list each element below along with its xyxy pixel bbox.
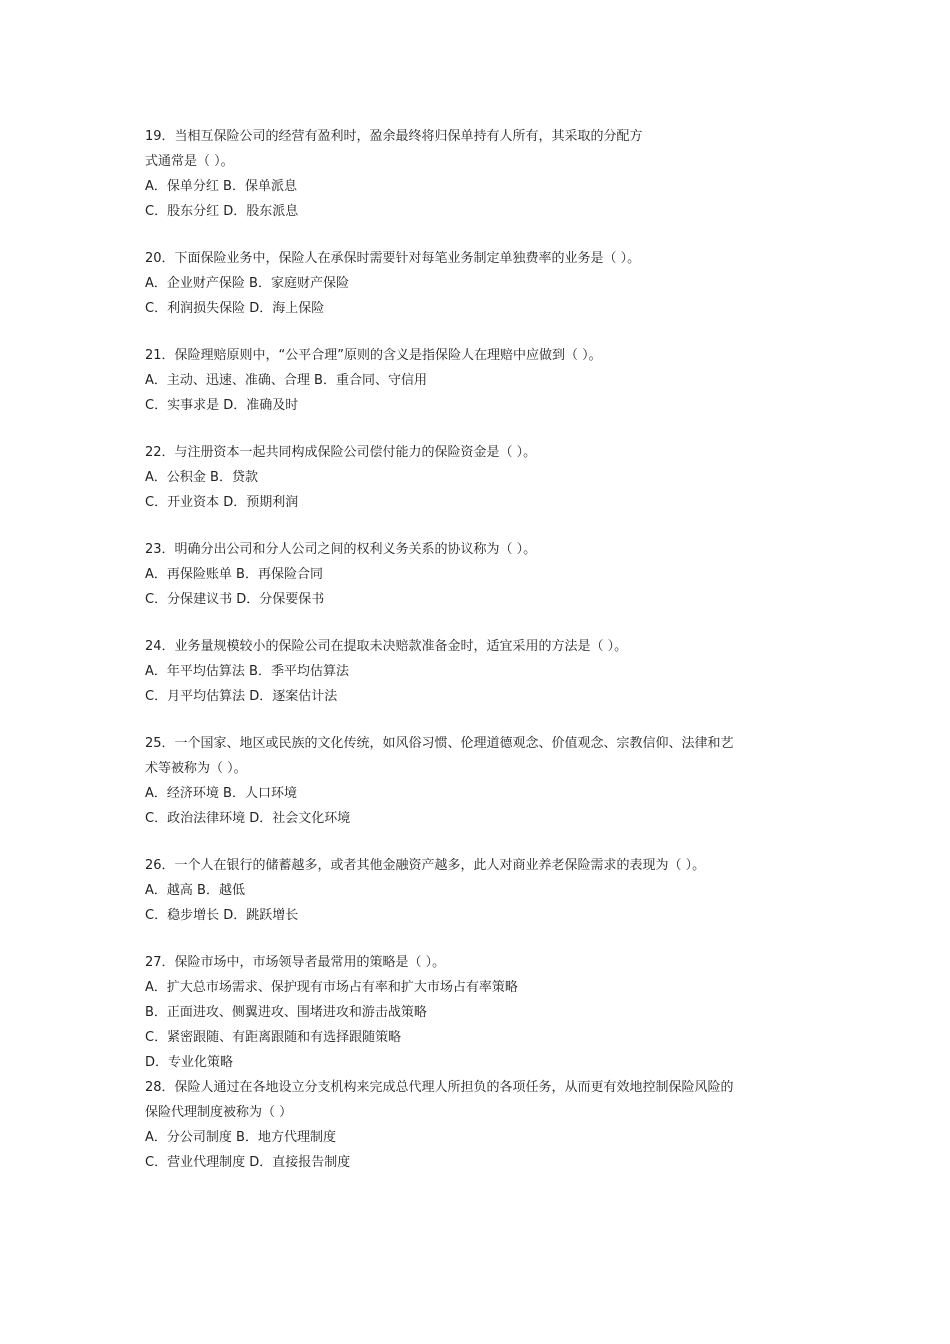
question-options: A．主动、迅速、准确、合理 B．重合同、守信用 <box>145 373 427 388</box>
question-options: A．经济环境 B．人口环境 <box>145 786 297 801</box>
question-stem-continued: 术等被称为（ ）。 <box>145 761 247 776</box>
question-stem-continued: 保险代理制度被称为（ ） <box>145 1105 293 1120</box>
question-options: C．分保建议书 D．分保要保书 <box>145 592 325 607</box>
question-options: A．年平均估算法 B．季平均估算法 <box>145 664 349 679</box>
question-options: C．股东分红 D．股东派息 <box>145 204 299 219</box>
question-stem: 26．一个人在银行的储蓄越多，或者其他金融资产越多，此人对商业养老保险需求的表现为（ ）。 <box>145 858 706 873</box>
question-stem: 23．明确分出公司和分人公司之间的权利义务关系的协议称为（ ）。 <box>145 542 537 557</box>
question-stem: 22．与注册资本一起共同构成保险公司偿付能力的保险资金是（ ）。 <box>145 445 537 460</box>
question-options: C．营业代理制度 D．直接报告制度 <box>145 1155 351 1170</box>
question-options: A．越高 B．越低 <box>145 883 245 898</box>
question-options: C．实事求是 D．准确及时 <box>145 398 299 413</box>
question-27 <box>145 950 815 1075</box>
question-options: A．扩大总市场需求、保护现有市场占有率和扩大市场占有率策略 <box>145 980 518 995</box>
question-19 <box>145 124 815 224</box>
question-options: D．专业化策略 <box>145 1055 234 1070</box>
question-stem: 19．当相互保险公司的经营有盈利时，盈余最终将归保单持有人所有，其采取的分配方 <box>145 129 643 144</box>
question-stem: 24．业务量规模较小的保险公司在提取未决赔款准备金时，适宜采用的方法是（ ）。 <box>145 639 628 654</box>
question-options: C．开业资本 D．预期利润 <box>145 495 299 510</box>
question-options: C．月平均估算法 D．逐案估计法 <box>145 689 338 704</box>
question-stem: 25．一个国家、地区或民族的文化传统，如风俗习惯、伦理道德观念、价值观念、宗教信仰、法律和艺 <box>145 736 734 751</box>
question-stem: 28．保险人通过在各地设立分支机构来完成总代理人所担负的各项任务，从而更有效地控制保险风险的 <box>145 1080 734 1095</box>
question-options: A．再保险账单 B．再保险合同 <box>145 567 323 582</box>
question-options: C．稳步增长 D．跳跃增长 <box>145 908 299 923</box>
question-options: A．公积金 B．贷款 <box>145 470 258 485</box>
question-20 <box>145 246 815 321</box>
question-options: A．保单分红 B．保单派息 <box>145 179 297 194</box>
question-28 <box>145 1075 815 1175</box>
document-page <box>145 124 815 1175</box>
question-25 <box>145 731 815 831</box>
question-options: C．政治法律环境 D．社会文化环境 <box>145 811 351 826</box>
question-21 <box>145 343 815 418</box>
question-stem-continued: 式通常是（ ）。 <box>145 154 234 169</box>
question-stem: 21．保险理赔原则中，“公平合理”原则的含义是指保险人在理赔中应做到（ ）。 <box>145 348 602 363</box>
question-options: A．企业财产保险 B．家庭财产保险 <box>145 276 349 291</box>
question-options: C．利润损失保险 D．海上保险 <box>145 301 325 316</box>
question-22 <box>145 440 815 515</box>
question-options: C．紧密跟随、有距离跟随和有选择跟随策略 <box>145 1030 402 1045</box>
question-stem: 27．保险市场中，市场领导者最常用的策略是（ ）。 <box>145 955 446 970</box>
question-23 <box>145 537 815 612</box>
question-options: B．正面进攻、侧翼进攻、围堵进攻和游击战策略 <box>145 1005 427 1020</box>
question-stem: 20．下面保险业务中，保险人在承保时需要针对每笔业务制定单独费率的业务是（ ）。 <box>145 251 641 266</box>
question-24 <box>145 634 815 709</box>
question-26 <box>145 853 815 928</box>
question-options: A．分公司制度 B．地方代理制度 <box>145 1130 336 1145</box>
